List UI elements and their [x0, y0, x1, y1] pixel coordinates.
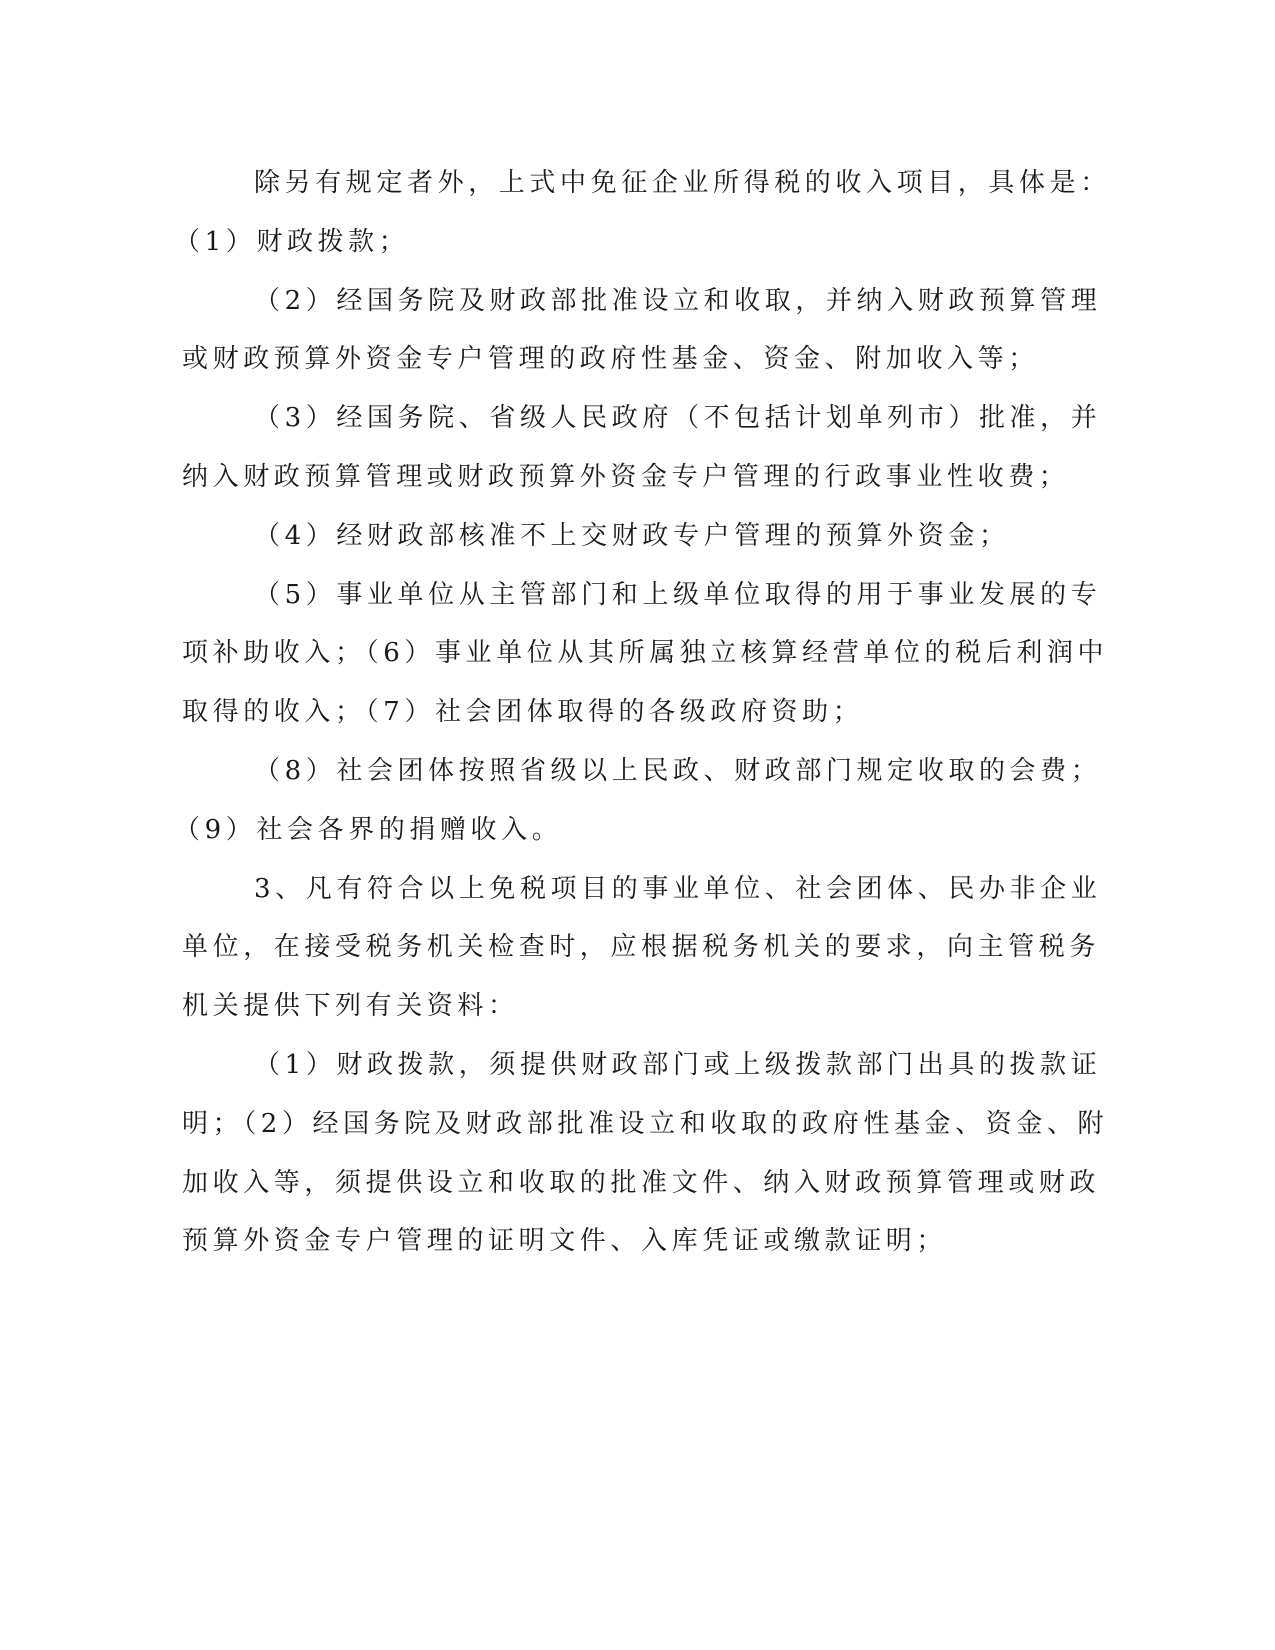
- text-line: 项补助收入；（6）事业单位从其所属独立核算经营单位的税后利润中: [182, 638, 1109, 669]
- text-line: （5）事业单位从主管部门和上级单位取得的用于事业发展的专: [254, 579, 1102, 610]
- text-line: 加收入等，须提供设立和收取的批准文件、纳入财政预算管理或财政: [182, 1167, 1101, 1198]
- text-line: 3、凡有符合以上免税项目的事业单位、社会团体、民办非企业: [254, 873, 1102, 904]
- text-line: （8）社会团体按照省级以上民政、财政部门规定收取的会费；: [254, 755, 1102, 786]
- text-line: （9）社会各界的捐赠收入。: [174, 814, 563, 845]
- text-line: （1）财政拨款，须提供财政部门或上级拨款部门出具的拨款证: [254, 1049, 1102, 1080]
- text-line: 纳入财政预算管理或财政预算外资金专户管理的行政事业性收费；: [182, 461, 1070, 492]
- document-body: [174, 160, 1111, 1277]
- text-line: 或财政预算外资金专户管理的政府性基金、资金、附加收入等；: [182, 344, 1039, 375]
- text-line: （1）财政拨款；: [174, 226, 410, 257]
- text-line: 除另有规定者外，上式中免征企业所得税的收入项目，具体是：: [254, 168, 1111, 198]
- text-line: 预算外资金专户管理的证明文件、入库凭证或缴款证明；: [182, 1226, 948, 1257]
- text-line: （2）经国务院及财政部批准设立和收取，并纳入财政预算管理: [254, 285, 1102, 316]
- text-line: 机关提供下列有关资料：: [182, 991, 519, 1022]
- text-line: 取得的收入；（7）社会团体取得的各级政府资助；: [182, 697, 864, 728]
- text-line: （4）经财政部核准不上交财政专户管理的预算外资金；: [254, 520, 1010, 551]
- text-line: （3）经国务院、省级人民政府（不包括计划单列市）批准，并: [254, 403, 1102, 434]
- text-line: 明；（2）经国务院及财政部批准设立和收取的政府性基金、资金、附: [182, 1108, 1109, 1139]
- text-line: 单位，在接受税务机关检查时，应根据税务机关的要求，向主管税务: [182, 932, 1101, 963]
